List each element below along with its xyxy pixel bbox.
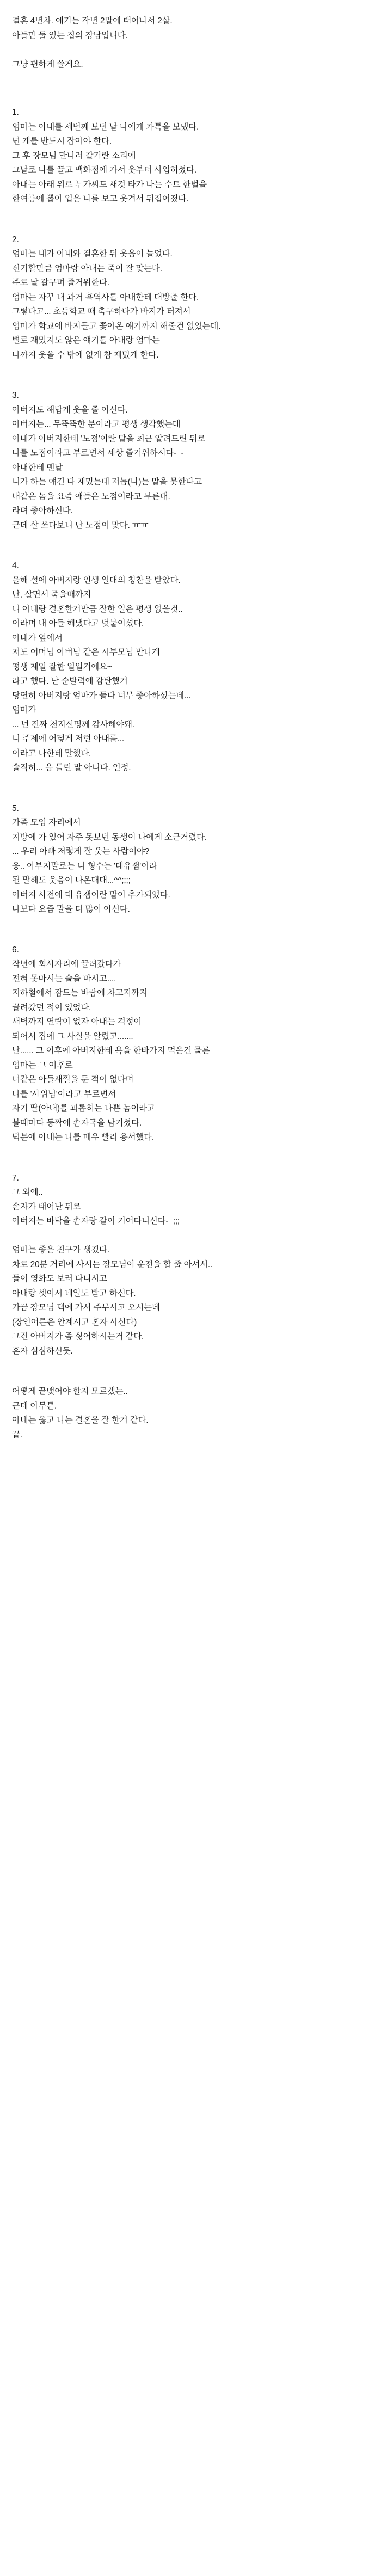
section-line: 라며 좋아하신다. — [12, 506, 73, 515]
section-line: 엄마는 그 이후로 — [12, 1060, 73, 1070]
section-1 — [12, 106, 369, 207]
section-line: 이라고 나한테 말했다. — [12, 748, 91, 758]
section-number: 1. — [12, 108, 19, 117]
spacer — [12, 788, 369, 802]
section-3 — [12, 389, 369, 533]
closing-block — [12, 1385, 369, 1442]
section-line: 니 주제에 어떻게 저런 아내를... — [12, 734, 125, 743]
section-line: 신기할만큼 엄마랑 아내는 죽이 잘 맞는다. — [12, 263, 162, 273]
spacer — [12, 219, 369, 233]
section-blank — [12, 1229, 369, 1244]
section-2 — [12, 233, 369, 363]
section-line: 아내는 아래 위로 누가씨도 새것 타가 나는 수트 한벌을 — [12, 180, 207, 189]
section-line: 아버지 사전에 대 유잼이란 말이 추가되었다. — [12, 890, 170, 900]
section-line: 엄마는 내가 아내와 결혼한 뒤 웃음이 늘었다. — [12, 249, 173, 259]
section-line: 지하철에서 잠드는 바람에 차고지까지 — [12, 988, 148, 998]
section-line: 엄마는 자꾸 내 과거 흑역사를 아내한테 대방출 한다. — [12, 292, 199, 302]
section-4 — [12, 559, 369, 776]
section-line: 아내한테 맨날 — [12, 463, 63, 472]
section-line: 아내가 아버지한테 '노점'이란 말을 최근 알려드린 뒤로 — [12, 434, 206, 444]
section-line: 니 아내랑 결혼한거만큼 잘한 일은 평생 없을것.. — [12, 604, 183, 614]
section-line: 니가 하는 얘긴 다 재밌는데 저놈(나)는 말을 못한다고 — [12, 477, 202, 487]
section-line: 아버지는... 무뚝뚝한 분이라고 평생 생각했는데 — [12, 420, 181, 429]
section-line: 난, 살면서 죽을때까지 — [12, 590, 91, 599]
section-7 — [12, 1171, 369, 1359]
section-line: 엄마가 — [12, 705, 36, 715]
section-line: 지방에 가 있어 자주 못보던 동생이 나에게 소근거렸다. — [12, 832, 207, 842]
section-line: 엄마는 아내를 세번째 보던 날 나에게 카톡을 보냈다. — [12, 122, 199, 132]
section-line: 솔직히... 음 틀린 말 아니다. 인정. — [12, 763, 131, 772]
section-line: 나를 '사위님'이라고 부르면서 — [12, 1089, 116, 1099]
closing-line: 어떻게 끝맺어야 할지 모르겠는.. — [12, 1387, 128, 1396]
section-line: 끌려갔던 적이 있었다. — [12, 1003, 91, 1012]
section-line: 너같은 아들새낄을 둔 적이 없다며 — [12, 1075, 134, 1084]
section-number: 6. — [12, 945, 19, 955]
section-line: 평생 제일 잘한 일일거에요~ — [12, 662, 112, 672]
intro-line: 결혼 4년차. 애기는 작년 2말에 태어나서 2살. — [12, 16, 173, 26]
section-number: 4. — [12, 561, 19, 570]
intro-block — [12, 14, 369, 72]
section-line: 나를 노점이라고 부르면서 세상 즐거워하시다-_- — [12, 448, 184, 458]
section-line: 그건 아버지가 좀 싫어하시는거 같다. — [12, 1332, 144, 1341]
section-line: 응.. 아부지말로는 니 형수는 '대유잼'이라 — [12, 861, 157, 871]
section-line: 혼자 심심하신듯. — [12, 1346, 73, 1356]
section-line: 엄마가 학교에 바지들고 쫓아온 얘기까지 해줄건 없었는데. — [12, 321, 221, 331]
section-number: 2. — [12, 235, 19, 244]
section-line: 당연히 아버지랑 엄마가 둘다 너무 좋아하셨는데... — [12, 691, 191, 700]
spacer — [12, 374, 369, 389]
spacer — [12, 1157, 369, 1171]
section-line: 되어서 집에 그 사실을 알렸고....... — [12, 1031, 133, 1041]
spacer — [12, 545, 369, 559]
spacer — [12, 929, 369, 943]
section-line: (장인어른은 안계시고 혼자 사신다) — [12, 1317, 137, 1327]
section-line: 아버지도 해답게 웃을 줄 아신다. — [12, 405, 128, 415]
section-line: 차로 20분 거리에 사시는 장모님이 운전을 할 줄 아셔서.. — [12, 1259, 213, 1269]
section-line: 볼때마다 등짝에 손자국을 남기셨다. — [12, 1118, 142, 1128]
intro-blank — [12, 43, 369, 58]
section-line: 엄마는 좋은 친구가 생겼다. — [12, 1245, 109, 1255]
section-line: 나까지 웃을 수 밖에 없게 참 재밌게 한다. — [12, 350, 159, 360]
section-line: 가끔 장모님 댁에 가서 주무시고 오시는데 — [12, 1303, 160, 1312]
spacer — [12, 84, 369, 106]
section-line: 가족 모임 자리에서 — [12, 818, 81, 827]
section-line: 한여름에 뽑아 입은 나를 보고 웃겨서 뒤집어졌다. — [12, 194, 189, 204]
section-line: 근데 살 쓰다보니 난 노점이 맞다. ㅠㅠ — [12, 520, 149, 530]
section-line: 손자가 태어난 뒤로 — [12, 1202, 81, 1212]
section-6 — [12, 943, 369, 1145]
section-line: 자기 딸(아내)를 괴롭히는 나쁜 놈이라고 — [12, 1104, 155, 1113]
section-number: 7. — [12, 1173, 19, 1183]
closing-line: 아내는 옳고 나는 결혼을 잘 한거 같다. — [12, 1416, 149, 1425]
section-line: ... 우리 아빠 저렇게 잘 웃는 사람이야? — [12, 847, 150, 856]
intro-line: 아들만 둘 있는 집의 장남입니다. — [12, 30, 128, 40]
section-line: 아버지는 바닥을 손자랑 같이 기어다니신다-_;;; — [12, 1216, 180, 1226]
closing-line: 끝. — [12, 1430, 22, 1440]
section-number: 5. — [12, 803, 19, 813]
section-line: 그렇다고... 초등학교 때 축구하다가 바지가 터져서 — [12, 307, 191, 316]
closing-line: 근데 아무튼. — [12, 1401, 57, 1411]
section-line: 주로 날 갈구며 즐거워한다. — [12, 278, 109, 287]
section-line: 넌 개를 반드시 잡아야 한다. — [12, 137, 112, 146]
section-line: 나보다 요즘 말을 더 많이 아신다. — [12, 905, 130, 914]
section-line: 새벽까지 연락이 없자 아내는 걱정이 — [12, 1017, 142, 1026]
section-number: 3. — [12, 391, 19, 400]
section-line: 아내랑 셋이서 네일도 받고 하신다. — [12, 1288, 136, 1298]
section-line: 전혀 못마시는 술을 마시고.... — [12, 974, 116, 983]
section-line: 둘이 영화도 보러 다니시고 — [12, 1274, 107, 1283]
section-line: 저도 어머님 아버님 같은 시부모님 만나게 — [12, 648, 160, 657]
intro-line: 그냥 편하게 쓸게요. — [12, 59, 83, 69]
section-line: 그 후 장모님 만나러 갈거란 소리에 — [12, 151, 136, 161]
section-line: 아내가 옆에서 — [12, 633, 63, 643]
section-line: 별로 재밌지도 않은 얘기를 아내랑 엄마는 — [12, 336, 160, 345]
section-5 — [12, 802, 369, 917]
section-line: 될 말해도 웃음이 나온대대...^^;;;; — [12, 876, 131, 885]
section-line: 내같은 놈을 요즘 애들은 노점이라고 부른대. — [12, 491, 170, 501]
section-line: 그 외에.. — [12, 1188, 43, 1197]
section-line: 그날로 나를 끌고 백화점에 가서 옷부터 사입히셨다. — [12, 165, 196, 175]
section-line: 덕분에 아내는 나를 매우 빨리 용서했다. — [12, 1133, 155, 1142]
section-line: 이라며 내 아들 해냈다고 덧붙이셨다. — [12, 619, 144, 628]
section-line: 올해 설에 아버지랑 인생 일대의 칭찬을 받았다. — [12, 575, 181, 585]
section-line: 난...... 그 이후에 아버지한테 욕을 한바가지 먹은건 물론 — [12, 1046, 210, 1055]
spacer — [12, 1370, 369, 1385]
section-line: 라고 했다. 난 순발력에 감탄했거 — [12, 677, 128, 686]
section-line: 작년에 회사자리에 끌려갔다가 — [12, 960, 121, 969]
section-line: ... 넌 진짜 천지신명께 감사해야돼. — [12, 720, 134, 729]
